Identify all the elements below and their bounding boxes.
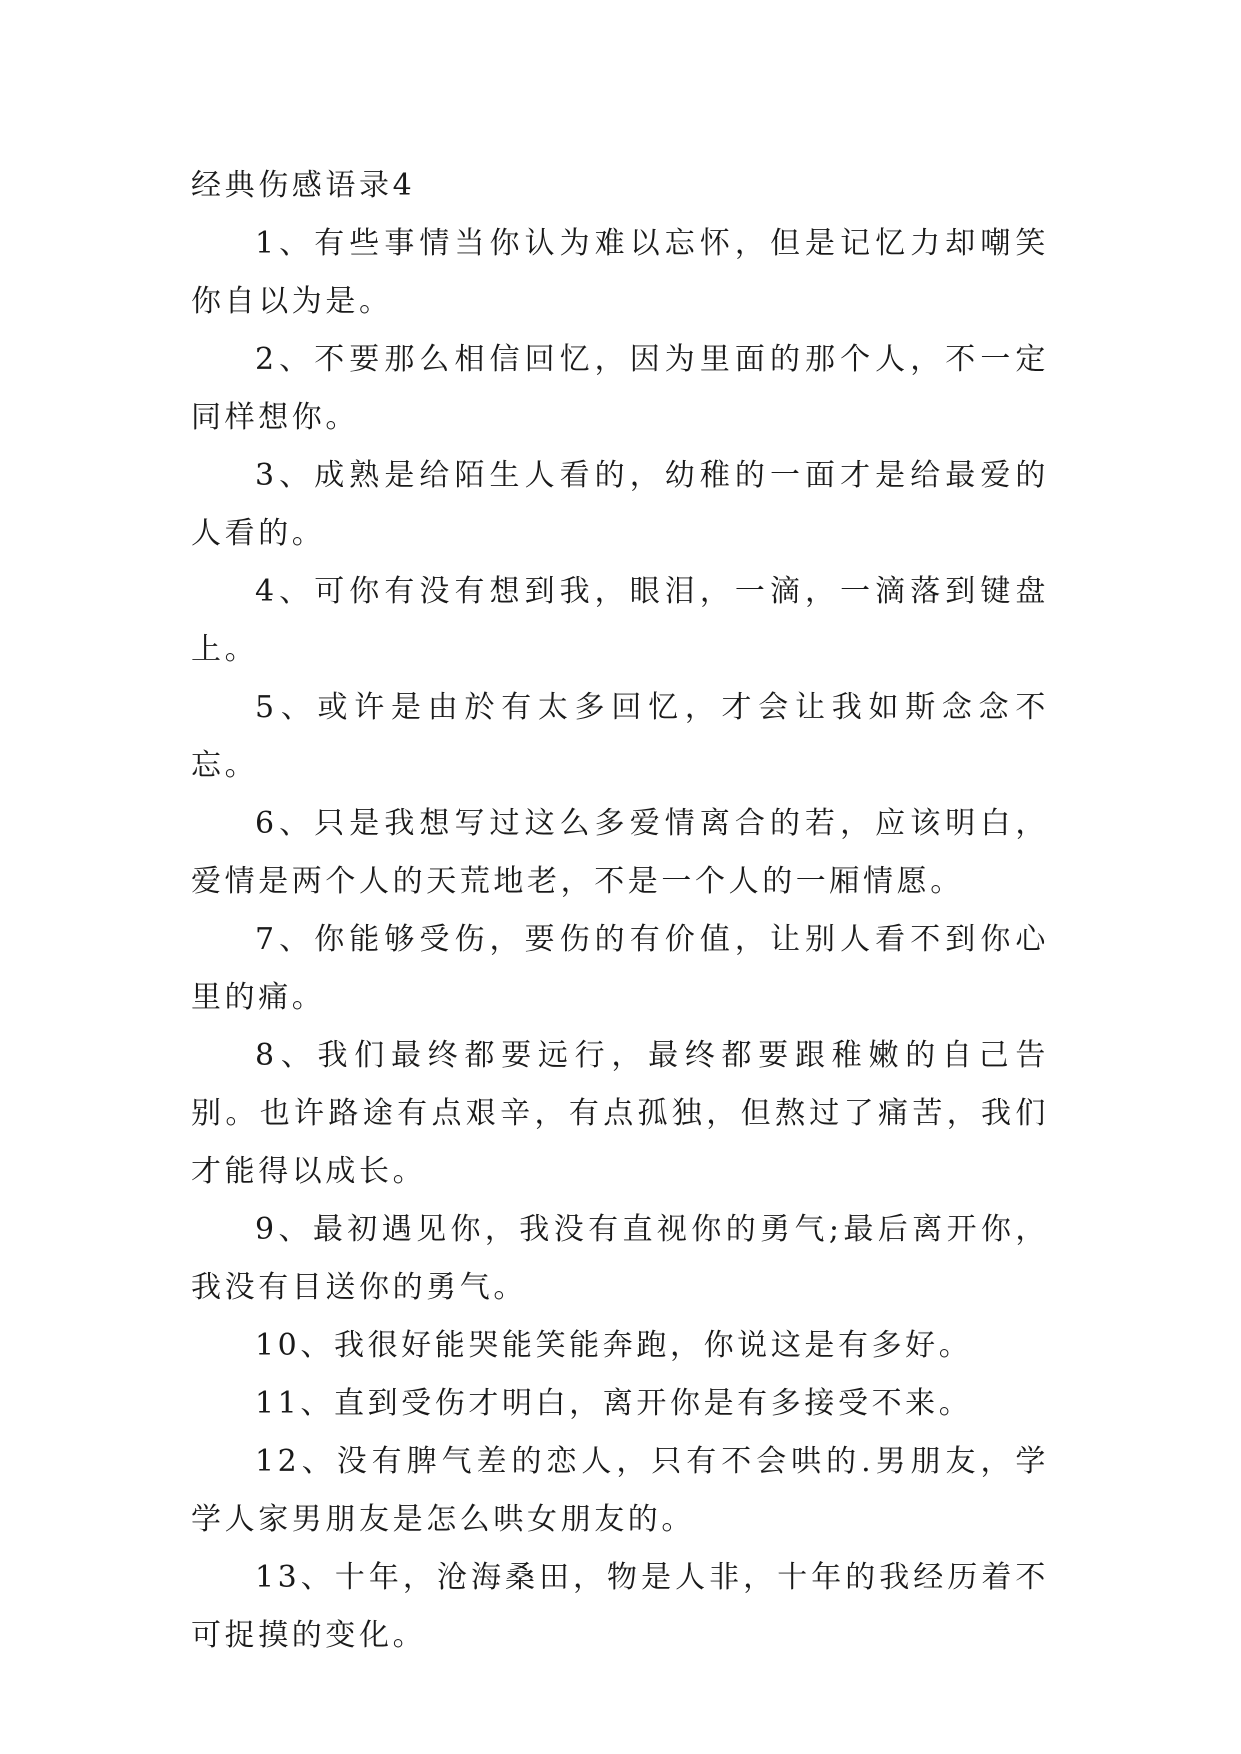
- quote-paragraph: 13、十年，沧海桑田，物是人非，十年的我经历着不可捉摸的变化。: [191, 1560, 1049, 1653]
- quote-paragraph: 9、最初遇见你，我没有直视你的勇气;最后离开你，我没有目送你的勇气。: [191, 1212, 1049, 1305]
- quote-paragraph: 12、没有脾气差的恋人，只有不会哄的.男朋友，学学人家男朋友是怎么哄女朋友的。: [191, 1444, 1049, 1537]
- quote-paragraph: 10、我很好能哭能笑能奔跑，你说这是有多好。: [255, 1328, 973, 1363]
- quote-paragraph: 6、只是我想写过这么多爱情离合的若，应该明白，爱情是两个人的天荒地老，不是一个人的一厢情愿。: [191, 806, 1049, 899]
- quote-paragraph: 5、或许是由於有太多回忆，才会让我如斯念念不忘。: [191, 690, 1049, 783]
- document-title: 经典伤感语录4: [191, 168, 416, 203]
- quote-paragraph: 1、有些事情当你认为难以忘怀，但是记忆力却嘲笑你自以为是。: [191, 226, 1049, 319]
- quote-paragraph: 2、不要那么相信回忆，因为里面的那个人，不一定同样想你。: [191, 342, 1049, 435]
- quote-paragraph: 8、我们最终都要远行，最终都要跟稚嫩的自己告别。也许路途有点艰辛，有点孤独，但熬过了痛苦，我们才能得以成长。: [191, 1038, 1049, 1189]
- quote-paragraph: 3、成熟是给陌生人看的，幼稚的一面才是给最爱的人看的。: [191, 458, 1049, 551]
- quote-paragraph: 7、你能够受伤，要伤的有价值，让别人看不到你心里的痛。: [191, 922, 1049, 1015]
- quote-paragraph: 11、直到受伤才明白，离开你是有多接受不来。: [255, 1386, 973, 1421]
- quote-paragraph: 4、可你有没有想到我，眼泪，一滴，一滴落到键盘上。: [191, 574, 1049, 667]
- document-body: [191, 157, 1049, 1665]
